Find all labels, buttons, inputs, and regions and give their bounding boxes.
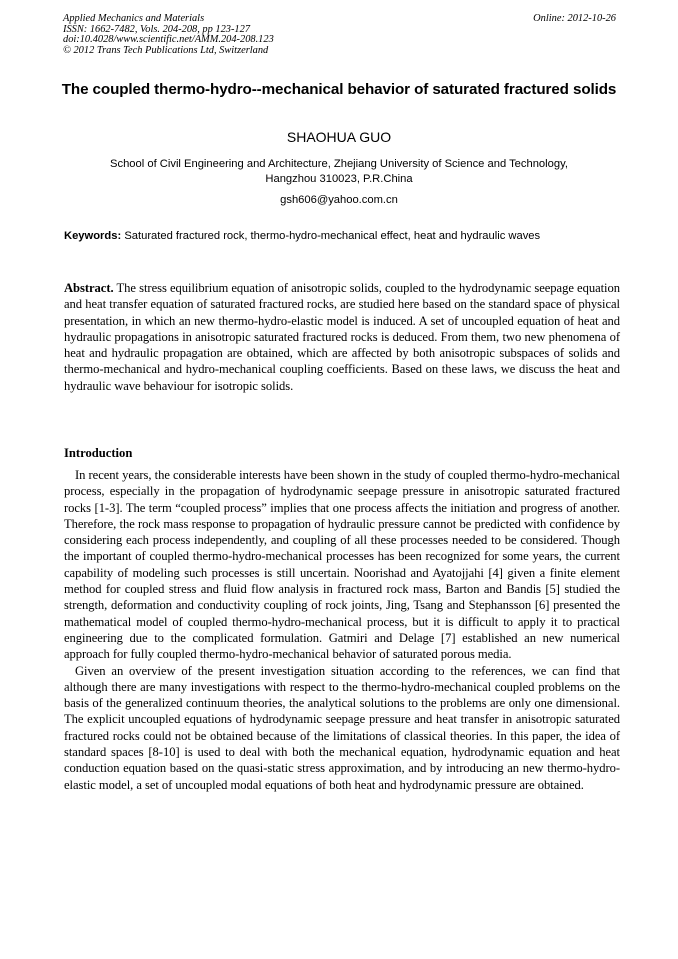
abstract-label: Abstract.	[64, 281, 114, 295]
abstract-text: The stress equilibrium equation of anisotropic solids, coupled to the hydrodynamic seepage equation and heat transfer equation of saturated fractured rocks, are studied here based on the standard space of physical presentation, in which an new thermo-hydro-elastic model is induced. A set of uncoupled equation of heat and hydraulic propagations in anisotropic saturated fractured rocks is deduced. From them, two new phenomena of heat and hydraulic propagation are obtained, which are affected by both anisotropic subspaces of solids and thermo-mechanical and hydro-mechanical coupling coefficients. Based on these laws, we discuss the heat and hydraulic wave behaviour for isotropic solids.	[64, 281, 620, 393]
keywords-label: Keywords:	[64, 230, 122, 242]
section-heading-introduction: Introduction	[64, 446, 133, 460]
keywords-text: Saturated fractured rock, thermo-hydro-mechanical effect, heat and hydraulic waves	[124, 230, 541, 242]
issn-line: ISSN: 1662-7482, Vols. 204-208, pp 123-127	[63, 23, 251, 35]
online-date: Online: 2012-10-26	[533, 13, 616, 24]
author-email: gsh606@yahoo.com.cn	[280, 194, 398, 206]
doi-line: doi:10.4028/www.scientific.net/AMM.204-208.123	[63, 34, 274, 46]
author-name: SHAOHUA GUO	[286, 129, 392, 145]
affiliation-line-2: Hangzhou 310023, P.R.China	[265, 173, 413, 185]
introduction-paragraph-2: Given an overview of the present investigation situation according to the references, we can find that although there are many investigations with respect to the thermo-hydro-mechanical coupled problems on the basis of the generalized continuum theories, the analytical solutions to the problems are only one dimensional. The explicit uncoupled equations of hydrodynamic seepage pressure and heat transfer in anisotropic saturated fractured rocks could not be obtained because of the limitations of classical theories. In this paper, the idea of standard spaces [8-10] is used to deal with both the mechanical equation, hydrodynamic equation and heat conduction equation based on the quasi-static stress approximation, and by introducing an new thermo-hydro-elastic model, a set of uncoupled modal equations of both heat and hydrodynamic pressure are obtained.	[64, 663, 620, 792]
journal-header	[63, 14, 616, 56]
abstract	[64, 280, 620, 394]
journal-name: Applied Mechanics and Materials	[63, 13, 205, 24]
keywords	[64, 229, 620, 243]
paper-title: The coupled thermo-hydro--mechanical behavior of saturated fractured solids	[61, 81, 617, 98]
affiliation-line-1: School of Civil Engineering and Architecture, Zhejiang University of Science and Technology,	[110, 158, 568, 170]
introduction-paragraph-1: In recent years, the considerable interests have been shown in the study of coupled thermo-hydro-mechanical process, especially in the propagation of hydrodynamic seepage pressure in anisotropic saturated fractured rocks [1-3]. The term “coupled process” implies that one process affects the initiation and progress of another. Therefore, the rock mass response to propagation of hydraulic pressure cannot be predicted with confidence by considering each process independently, and coupling of all these processes needed to be considered. Though the important of coupled thermo-hydro-mechanical processes has been recognized for some years, the current capability of modeling such processes is still uncertain. Noorishad and Ayatojjahi [4] given a finite element method for coupled stress and fluid flow analysis in fractured rock mass, Barton and Bandis [5] studied the strength, deformation and conductivity coupling of rock joints, Jing, Tsang and Stephansson [6] presented the mathematical model of coupled thermo-hydro-mechanical process, but it is difficult to apply it to practical engineering due to the complicated formulation. Gatmiri and Delage [7] established an new numerical approach for fully coupled thermo-hydro-mechanical behavior of saturated porous media.	[64, 468, 620, 662]
author-affiliation	[60, 157, 618, 187]
introduction-body	[64, 467, 620, 793]
copyright-line: © 2012 Trans Tech Publications Ltd, Switzerland	[63, 44, 269, 56]
